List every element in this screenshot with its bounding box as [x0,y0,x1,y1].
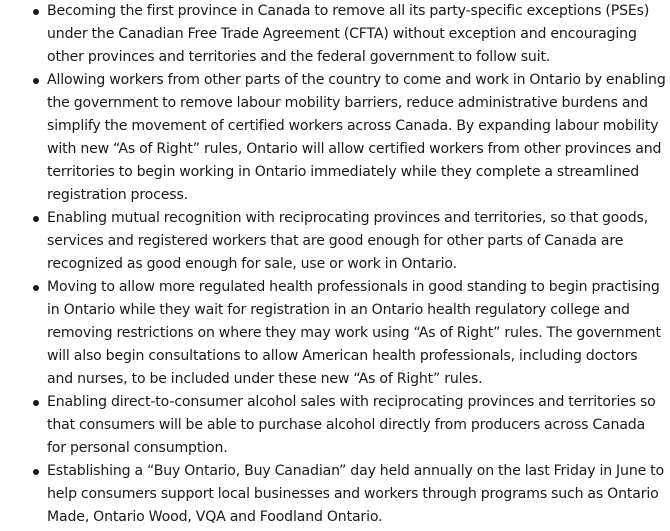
list-item-text: Allowing workers from other parts of the country to come and work in Ontario by enabling the government to remove labour mobility barriers, reduce administrative burdens and simplify the movement of certified workers across Canada. By expanding labour mobility with new “As of Right” rules, Ontario will allow certified workers from other provinces and territories to begin working in Ontario immediately while they complete a streamlined registration process. [47,72,666,203]
list-item [0,207,670,276]
list-item [0,0,670,69]
list-item [0,391,670,460]
list-item-text: Enabling mutual recognition with reciprocating provinces and territories, so that goods, services and registered workers that are good enough for other parts of Canada are recognized as good enough for sale, use or work in Ontario. [47,210,649,272]
bullet-icon [33,285,39,291]
bullet-icon [33,469,39,475]
list-item [0,460,670,529]
list-item [0,276,670,391]
bullet-icon [33,78,39,84]
bullet-icon [33,400,39,406]
list-item-text: Moving to allow more regulated health professionals in good standing to begin practising in Ontario while they wait for registration in an Ontario health regulatory college and removing restrictions on where they may work using “As of Right” rules. The government will also begin consultations to allow American health professionals, including doctors and nurses, to be included under these new “As of Right” rules. [47,279,661,387]
list-item-text: Becoming the first province in Canada to remove all its party-specific exceptions (PSEs) under the Canadian Free Trade Agreement (CFTA) without exception and encouraging other provinces and territories and the federal government to follow suit. [47,3,650,65]
bullet-icon [33,9,39,15]
list-item-text: Enabling direct-to-consumer alcohol sales with reciprocating provinces and territories so that consumers will be able to purchase alcohol directly from producers across Canada for personal consumption. [47,394,656,456]
bullet-icon [33,216,39,222]
list-item-text: Establishing a “Buy Ontario, Buy Canadian” day held annually on the last Friday in June to help consumers support local businesses and workers through programs such as Ontario Made, Ontario Wood, VQA and Foodland Ontario. [47,463,664,525]
list-item [0,69,670,207]
